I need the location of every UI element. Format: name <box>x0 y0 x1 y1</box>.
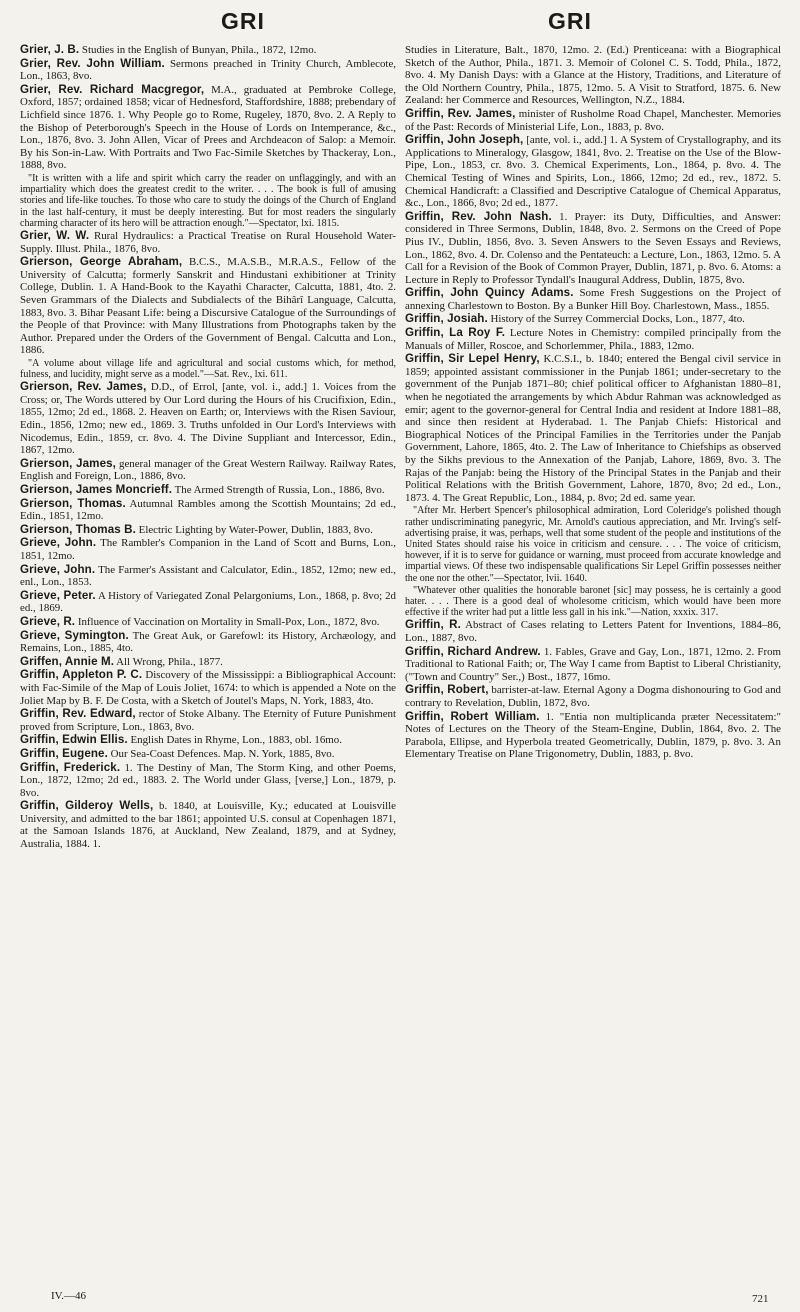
entry-text: 1. The Destiny of Man, The Storm King, and other Poems, Lon., 1872, 12mo; 2d ed., 1883. 2. The World under Glass, [verse,] Lon., 1879, p. 8vo. <box>20 761 396 799</box>
bibliography-entry <box>20 537 396 562</box>
entry-text: Sermons preached in Trinity Church, Amblecote, Lon., 1863, 8vo. <box>20 57 396 83</box>
bibliography-entry <box>20 564 396 589</box>
author-name: Griffin, Appleton P. C. <box>20 668 143 682</box>
author-name: Grierson, James, <box>20 456 116 470</box>
bibliography-entry <box>405 108 781 133</box>
author-name: Griffen, Annie M. <box>20 654 115 668</box>
bibliography-entry <box>405 287 781 312</box>
entry-text: All Wrong, Phila., 1877. <box>114 655 223 668</box>
entry-text: History of the Surrey Commercial Docks, Lon., 1877, 4to. <box>487 313 745 326</box>
bibliography-entry <box>20 800 396 850</box>
entry-text: 1. Fables, Grave and Gay, Lon., 1871, 12mo. 2. From Traditional to Rational Faith; or, The Way I came from Baptist to Liberal Christianity, ("Town and Country" Ser.,) Bost., 1877, 16mo. <box>405 645 781 683</box>
author-name: Grierson, George Abraham, <box>20 255 183 269</box>
author-name: Grieve, John. <box>20 562 96 576</box>
bibliography-entry <box>405 684 781 709</box>
header-guideword-left: GRI <box>221 8 265 34</box>
signature-mark: IV.—46 <box>51 1290 86 1302</box>
entry-text: The Great Auk, or Garefowl: its History, Archæology, and Remains, Lon., 1885, 4to. <box>20 629 396 655</box>
author-name: Griffin, Robert, <box>405 683 489 697</box>
bibliography-entry <box>20 498 396 523</box>
entry-text: The Rambler's Companion in the Land of Scott and Burns, Lon., 1851, 12mo. <box>20 537 396 563</box>
bibliography-entry <box>20 656 396 669</box>
bibliography-entry <box>20 748 396 761</box>
author-name: Griffin, Eugene. <box>20 746 108 760</box>
bibliography-entry <box>20 708 396 733</box>
bibliography-entry <box>20 84 396 172</box>
bibliography-entry <box>20 58 396 83</box>
entry-text: Rural Hydraulics: a Practical Treatise on Rural Household Water-Supply. Illust. Phila., 1876, 8vo. <box>20 229 396 255</box>
entry-text: 1. "Entia non multiplicanda præter Necessitatem:" Notes of Lectures on the Theory of the Steam-Engine, Dublin, 1864, 8vo. 2. The Parabola, Ellipse, and Hyperbola treated Geometrically, Dublin, 1879, p. 8vo. 3. An Elementary Treatise on Plane Trigonometry, Dublin, 1883, p. 8vo. <box>405 710 781 761</box>
author-name: Griffin, Rev. James, <box>405 106 516 120</box>
running-header <box>0 8 800 38</box>
author-name: Grier, Rev. Richard Macgregor, <box>20 82 205 96</box>
author-name: Grierson, Thomas B. <box>20 522 136 536</box>
left-column <box>20 44 396 852</box>
bibliography-entry <box>405 313 781 326</box>
bibliography-entry <box>405 211 781 287</box>
author-name: Griffin, Robert William. <box>405 709 540 723</box>
entry-text: The Armed Strength of Russia, Lon., 1886, 8vo. <box>172 484 385 497</box>
author-name: Griffin, John Quincy Adams. <box>405 286 574 300</box>
author-name: Grier, J. B. <box>20 43 80 56</box>
bibliography-entry <box>20 669 396 707</box>
bibliography-entry <box>20 484 396 497</box>
bibliography-entry <box>20 762 396 800</box>
bibliography-entry <box>405 134 781 210</box>
entry-text: English Dates in Rhyme, Lon., 1883, obl. 16mo. <box>127 734 342 747</box>
entry-text: M.A., graduated at Pembroke College, Oxford, 1857; ordained 1858; vicar of Hednesford, Staffordshire, 1888; prebendary of Lichfield since 1876. 1. Why People go to Rome, Rugeley, 1870, 8vo. 2. A Reply to the Bishop of Peterborough's Speech in the House of Lords on Intemperance, &c., Lon., 1876, 8vo. 3. John Allen, Vicar of Prees and Archdeacon of Salop: a Memoir. By his Son-in-Law. With Portraits and Two Fac-Simile Sketches by Thackeray, Lon., 1888, 8vo. <box>20 83 396 172</box>
author-name: Grierson, Thomas. <box>20 496 126 510</box>
bibliography-entry <box>20 616 396 629</box>
author-name: Griffin, Rev. John Nash. <box>405 209 552 223</box>
author-name: Griffin, Rev. Edward, <box>20 707 136 721</box>
bibliography-entry <box>20 734 396 747</box>
review-quote: "After Mr. Herbert Spencer's philosophical admiration, Lord Coleridge's polished though rather undiscriminating panegyric, Mr. Arnold's cautious appreciation, and Mr. Irving's self-advertising praise, it was, perhaps, well that some student of the people and institutions of the United States should raise his voice in criticism and censure. . . . The voice of criticism, however, if it is to serve for guidance or warning, must proceed from accurate knowledge and impartial views. Of these two indispensable qualifications Sir Lepel Griffin possesses neither the one nor the other."—Spectator, lvii. 1640. <box>405 505 781 584</box>
review-quote: "Whatever other qualities the honorable baronet [sic] may possess, he is certainly a good hater. . . . There is a good deal of wholesome criticism, which would have been more effective if the writer had put a little less gall in his ink."—Nation, xxxix. 317. <box>405 584 781 619</box>
bibliography-entry <box>405 327 781 352</box>
bibliography-entry <box>20 630 396 655</box>
entry-text: Studies in the English of Bunyan, Phila., 1872, 12mo. <box>79 44 317 56</box>
entry-text: The Farmer's Assistant and Calculator, Edin., 1852, 12mo; new ed., enl., Lon., 1853. <box>20 563 396 589</box>
bibliography-entry <box>20 590 396 615</box>
author-name: Griffin, Edwin Ellis. <box>20 733 128 747</box>
right-column <box>405 44 781 762</box>
bibliography-entry <box>20 230 396 255</box>
page-number: 721 <box>752 1293 769 1305</box>
entry-text: Discovery of the Mississippi: a Bibliographical Account: with Fac-Simile of the Map of Louis Joliet, 1674: to which is appended a Note on the Joliet Map by B. F. De Costa, with a Sketch of Joutel's Maps, N. York, 1883, 4to. <box>20 669 397 707</box>
author-name: Griffin, Richard Andrew. <box>405 644 541 658</box>
bibliography-entry <box>20 524 396 537</box>
author-name: Grieve, Peter. <box>20 588 96 602</box>
author-name: Grierson, James Moncrieff. <box>20 483 173 497</box>
bibliography-entry <box>405 646 781 684</box>
author-name: Grieve, R. <box>20 614 76 628</box>
entry-text: Autumnal Rambles among the Scottish Mountains; 2d ed., Edin., 1851, 12mo. <box>20 497 396 523</box>
author-name: Grierson, Rev. James, <box>20 380 147 394</box>
entry-text: barrister-at-law. Eternal Agony a Dogma dishonouring to God and contrary to Revelation, Dublin, 1872, 8vo. <box>405 684 782 709</box>
author-name: Grieve, Symington. <box>20 628 129 642</box>
review-quote: "A volume about village life and agricultural and social customs which, for method, fulness, and lucidity, might serve as a model."—Sat. Rev., lxi. 611. <box>20 357 396 381</box>
entry-text: Influence of Vaccination on Mortality in Small-Pox, Lon., 1872, 8vo. <box>75 615 380 628</box>
entry-text: Lecture Notes in Chemistry: compiled principally from the Manuals of Miller, Roscoe, and Schorlemmer, Phila., 1883, 12mo. <box>405 327 781 352</box>
entry-text: D.D., of Errol, [ante, vol. i., add.] 1. Voices from the Cross; or, The Words uttered by Our Lord during the Hours of his Crucifixion, Edin., 1855, 12mo; 2d ed., 1868. 2. Heaven on Earth; or, Interviews with the Risen Saviour, Edin., 1856, 12mo; new ed., 1869. 3. Truths unfolded in Our Lord's Interviews with Nicodemus, Edin., 1859, cr. 8vo. 4. The Divine Suppliant and Intercessor, Edin., 1867, 12mo. <box>20 381 396 457</box>
bibliography-entry <box>20 381 396 457</box>
entry-text: rector of Stoke Albany. The Eternity of Future Punishment proved from Scripture, Lon., 1863, 8vo. <box>20 708 396 733</box>
entry-text: general manager of the Great Western Railway. Railway Rates, English and Foreign, Lon., 1886, 8vo. <box>20 457 396 483</box>
bibliography-entry <box>405 619 781 644</box>
author-name: Griffin, John Joseph, <box>405 133 524 147</box>
entry-text: Our Sea-Coast Defences. Map. N. York, 1885, 8vo. <box>107 747 335 760</box>
header-guideword-right: GRI <box>548 8 592 34</box>
bibliography-entry <box>20 458 396 483</box>
entry-text: K.C.S.I., b. 1840; entered the Bengal civil service in 1859; appointed assistant commissioner in the Punjab 1861; under-secretary to the government of the Punjab 1871–80; chief political officer to Afghanistan 1880–81, when he negotiated the arrangements by which Abdur Rahman was acknowledged as emir; agent to the governor-general for Central India and resident at Indore 1881–88, and since then resident at Hyderabad. 1. The Panjab Chiefs: Historical and Biographical Notices of the Principal Families in the Territories under the Panjab Government, Lahore, 1865, 4to. 2. The Law of Inheritance to Chiefships as observed by the Sikhs previous to the Annexation of the Panjab, Lahore, 1869, 8vo. 3. The Rajas of the Panjab: being the History of the Principal States in the Panjab and their Political Relations with the British Government, Lahore, 1870, 8vo; 2d ed., Lon., 1873. 4. The Great Republic, Lon., 1884, p. 8vo; 2d ed. same year. <box>405 353 781 504</box>
entry-text: Electric Lighting by Water-Power, Dublin, 1883, 8vo. <box>135 523 373 536</box>
author-name: Griffin, La Roy F. <box>405 326 506 340</box>
entry-text: Abstract of Cases relating to Letters Patent for Inventions, 1884–86, Lon., 1887, 8vo. <box>405 619 781 644</box>
entry-text: minister of Rusholme Road Chapel, Manchester. Memories of the Past: Records of Ministerial Life, Lon., 1883, p. 8vo. <box>405 107 781 133</box>
author-name: Griffin, Frederick. <box>20 760 121 774</box>
author-name: Grieve, John. <box>20 536 97 550</box>
review-quote: "It is written with a life and spirit which carry the reader on unflaggingly, and with an impartiality which does the greatest credit to the writer. . . . The book is full of amusing stories and life-like touches. To those who care to study the doings of the Church of England in the last half-century, it must be deeply interesting. But for most readers the singularly charming character of its hero will be attraction enough."—Spectator, lxi. 1815. <box>20 172 396 229</box>
entry-text: A History of Variegated Zonal Pelargoniums, Lon., 1868, p. 8vo; 2d ed., 1869. <box>20 589 396 615</box>
entry-text: B.C.S., M.A.S.B., M.R.A.S., Fellow of the University of Calcutta; formerly Sanskrit and Hindustani exhibitioner at Trinity College, Dublin. 1. A Hand-Book to the Kayathi Character, Calcutta, 1881, 4to. 2. Seven Grammars of the Dialects and Subdialects of the Bihârî Language, Calcutta, 1883, 8vo. 3. Bihar Peasant Life: being a Discursive Catalogue of the Surroundings of the People of that Province: with Many Illustrations from Photographs taken by the Author. Prepared under the Orders of the Government of Bengal. Calcutta and Lon., 1886. <box>20 256 397 357</box>
bibliography-entry <box>405 711 781 761</box>
entry-continuation: Studies in Literature, Balt., 1870, 12mo. 2. (Ed.) Prenticeana: with a Biographical Sketch of the Author, Phila., 1871. 3. Memoir of Colonel C. S. Todd, Phila., 1872, 8vo. 4. My Danish Days: with a Glance at the History, Traditions, and Literature of the Old Northern Country, Phila., 1875, 12mo. 5. A Visit to Stratford, 1875. 6. New Zealand: her Commerce and Resources, Wellington, N.Z., 1884. <box>405 44 781 107</box>
entry-text: b. 1840, at Louisville, Ky.; educated at Louisville University, and admitted to the bar 1861; appointed U.S. consul at Copenhagen 1871, at the Samoan Islands 1876, at Auckland, New Zealand, 1879, and at Sydney, Australia, 1884. 1. <box>20 800 396 851</box>
bibliography-entry <box>20 256 396 357</box>
entry-text: [ante, vol. i., add.] 1. A System of Crystallography, and its Applications to Mineralogy, Glasgow, 1841, 8vo. 2. Treatise on the Use of the Blow-Pipe, Lon., 1853, cr. 8vo. 3. Chemical Experiments, Lon., 1864, p. 8vo. 4. The Chemical Testing of Wines and Spirits, Lon., 1866, 12mo; 2d ed., rev., 1872. 5. Chemical Handicraft: a Classified and Descriptive Catalogue of Chemical Apparatus, &c., Lon., 1866, 8vo; 2d ed., 1877. <box>405 134 781 210</box>
author-name: Griffin, R. <box>405 618 461 632</box>
author-name: Griffin, Josiah. <box>405 312 488 326</box>
author-name: Grier, W. W. <box>20 228 90 242</box>
author-name: Griffin, Sir Lepel Henry, <box>405 352 540 366</box>
entry-text: 1. Prayer: its Duty, Difficulties, and Answer: considered in Three Sermons, Dublin, 1848, 8vo. 2. Sermons on the Creed of Pope Pius IV., Dublin, 1856, 8vo. 3. Seven Answers to the Seven Essays and Reviews, Lon., 1862, 8vo. 4. Dr. Colenso and the Pentateuch: a Lecture, Lon., 1863, 12mo. 5. A Call for a Revision of the Book of Common Prayer, Dublin, 1871, p. 8vo. 6. Atoms: a Lecture in Reply to Professor Tyndall's Inaugural Address, Dublin, 1875, 8vo. <box>405 210 781 286</box>
entry-text: Some Fresh Suggestions on the Project of annexing Charlestown to Boston. By a Bunker Hill Boy. Charlestown, Mass., 1855. <box>405 287 781 312</box>
bibliography-entry <box>405 353 781 504</box>
bibliography-entry <box>20 44 396 57</box>
author-name: Grier, Rev. John William. <box>20 56 165 70</box>
author-name: Griffin, Gilderoy Wells, <box>20 799 154 813</box>
